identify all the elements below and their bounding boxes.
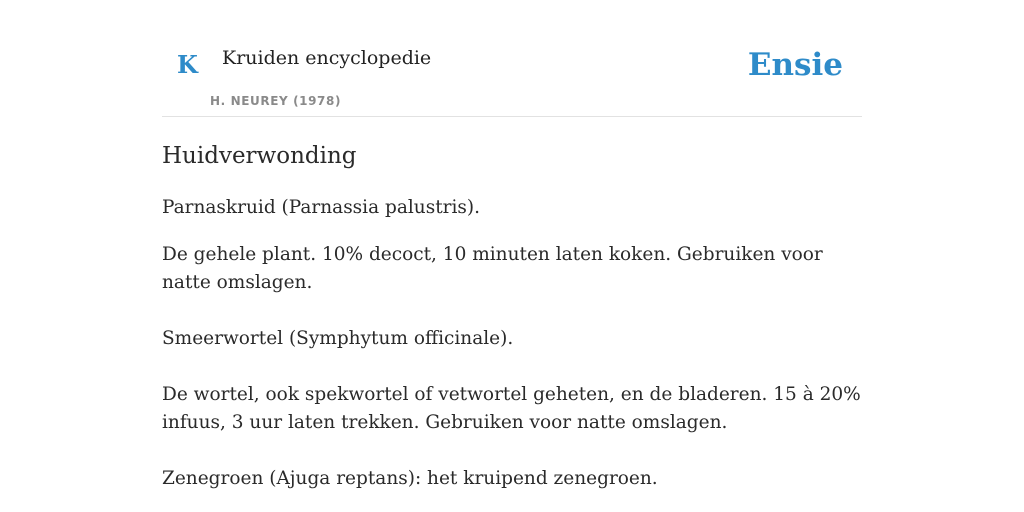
page	[162, 0, 862, 512]
encyclopedia-logo-icon[interactable]: K	[177, 50, 198, 79]
article-paragraph: Smeerwortel (Symphytum officinale).	[162, 328, 514, 349]
article-content	[162, 141, 862, 493]
site-header	[162, 0, 862, 117]
article-paragraph: De gehele plant. 10% decoct, 10 minuten laten koken. Gebruiken voor natte omslagen.	[162, 244, 823, 293]
article-paragraph: Zenegroen (Ajuga reptans): het kruipend zenegroen.	[162, 468, 658, 489]
book-author: H. NEUREY (1978)	[210, 94, 342, 108]
article-paragraph: Parnaskruid (Parnassia palustris).	[162, 197, 480, 218]
article-title: Huidverwonding	[162, 143, 357, 169]
ensie-brand-logo[interactable]: Ensie	[747, 47, 843, 83]
book-title-link[interactable]: Kruiden encyclopedie	[222, 47, 432, 69]
article-paragraph: De wortel, ook spekwortel of vetwortel geheten, en de bladeren. 15 à 20% infuus, 3 uur laten trekken. Gebruiken voor natte omslagen.	[162, 384, 861, 433]
